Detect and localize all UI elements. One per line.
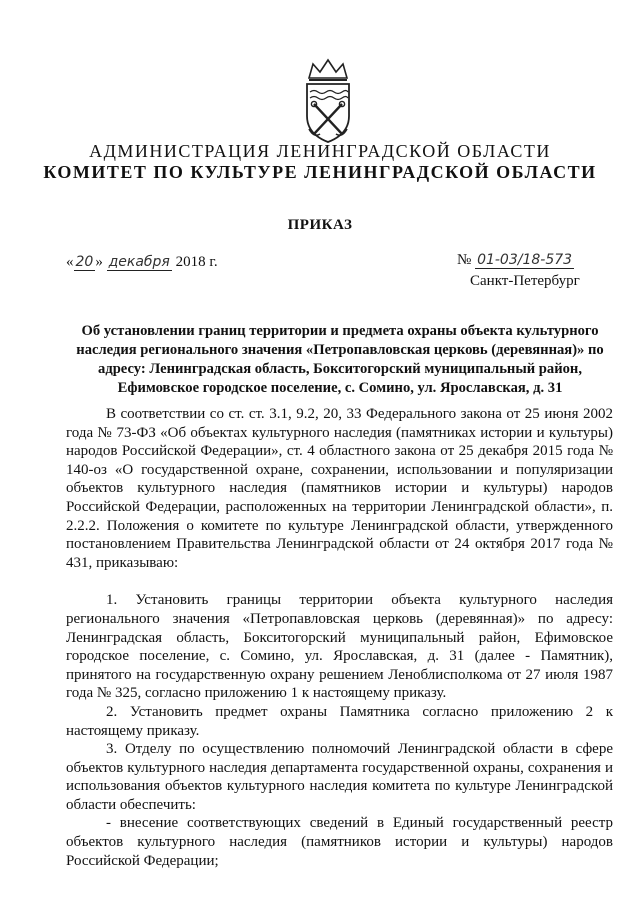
clause-1: 1. Установить границы территории объекта культурного наследия регионального значения «Петропавловская церковь (деревянная)» по адресу: Ленинградская область, Бокситогорский муниципальный район, Ефимовское городское поселение, с. Сомино, ул. Ярославская, д. 31 (далее - Памятник), принятого на государственную охрану решением Леноблисполкома от 27 июля 1987 года № 325, согласно приложению 1 к настоящему приказу.	[66, 592, 613, 702]
clause-2: 2. Установить предмет охраны Памятника согласно приложению 2 к настоящему приказу.	[66, 703, 613, 739]
issue-city: Санкт-Петербург	[470, 273, 580, 289]
clause-3: 3. Отделу по осуществлению полномочий Ленинградской области в сфере объектов культурного наследия департамента государственной охраны, сохранения и использования объектов культурного наследия комитета по культуре Ленинградской области обеспечить:	[66, 741, 613, 813]
clause-3-subitem-1: - внесение соответствующих сведений в Единый государственный реестр объектов культурного наследия (памятников истории и культуры) народов Российской Федерации;	[66, 815, 613, 869]
order-date	[66, 254, 218, 271]
order-number-handwritten: 01-03/18-573	[477, 252, 573, 268]
committee-name: КОМИТЕТ ПО КУЛЬТУРЕ ЛЕНИНГРАДСКОЙ ОБЛАСТИ	[43, 162, 597, 182]
date-quote-close: »	[95, 254, 103, 270]
organization-name: АДМИНИСТРАЦИЯ ЛЕНИНГРАДСКОЙ ОБЛАСТИ	[89, 141, 551, 161]
date-quote-open: «	[66, 254, 74, 270]
preamble-paragraph: В соответствии со ст. ст. 3.1, 9.2, 20, 33 Федерального закона от 25 июня 2002 года № 73-ФЗ «Об объектах культурного наследия (памятниках истории и культуры) народов Российской Федерации», ст. 4 областного закона от 25 декабря 2015 года № 140-оз «О государственной охране, сохранении, использовании и популяризации объектов культурного наследия (памятников истории и культуры) народов Российской Федерации, расположенных на территории Ленинградской области», п. 2.2.2. Положения о комитете по культуре Ленинградской области, утвержденного постановлением Правительства Ленинградской области от 24 октября 2017 года № 431, приказываю:	[66, 406, 613, 571]
date-day-handwritten: 20	[75, 254, 94, 270]
order-subject-heading: Об установлении границ территории и предмета охраны объекта культурного наследия регионального значения «Петропавловская церковь (деревянная)» по адресу: Ленинградская область, Бокситогорский муниципальный район, Ефимовское городское поселение, с. Сомино, ул. Ярославская, д. 31	[76, 323, 604, 396]
order-number	[457, 252, 574, 269]
date-month-handwritten: декабря	[108, 254, 170, 270]
document-type-title: ПРИКАЗ	[287, 217, 353, 233]
order-body	[66, 405, 613, 870]
paragraph-gap	[66, 572, 613, 591]
coat-of-arms-icon	[301, 58, 355, 146]
date-year: 2018 г.	[175, 254, 218, 270]
number-sign: №	[457, 252, 472, 268]
